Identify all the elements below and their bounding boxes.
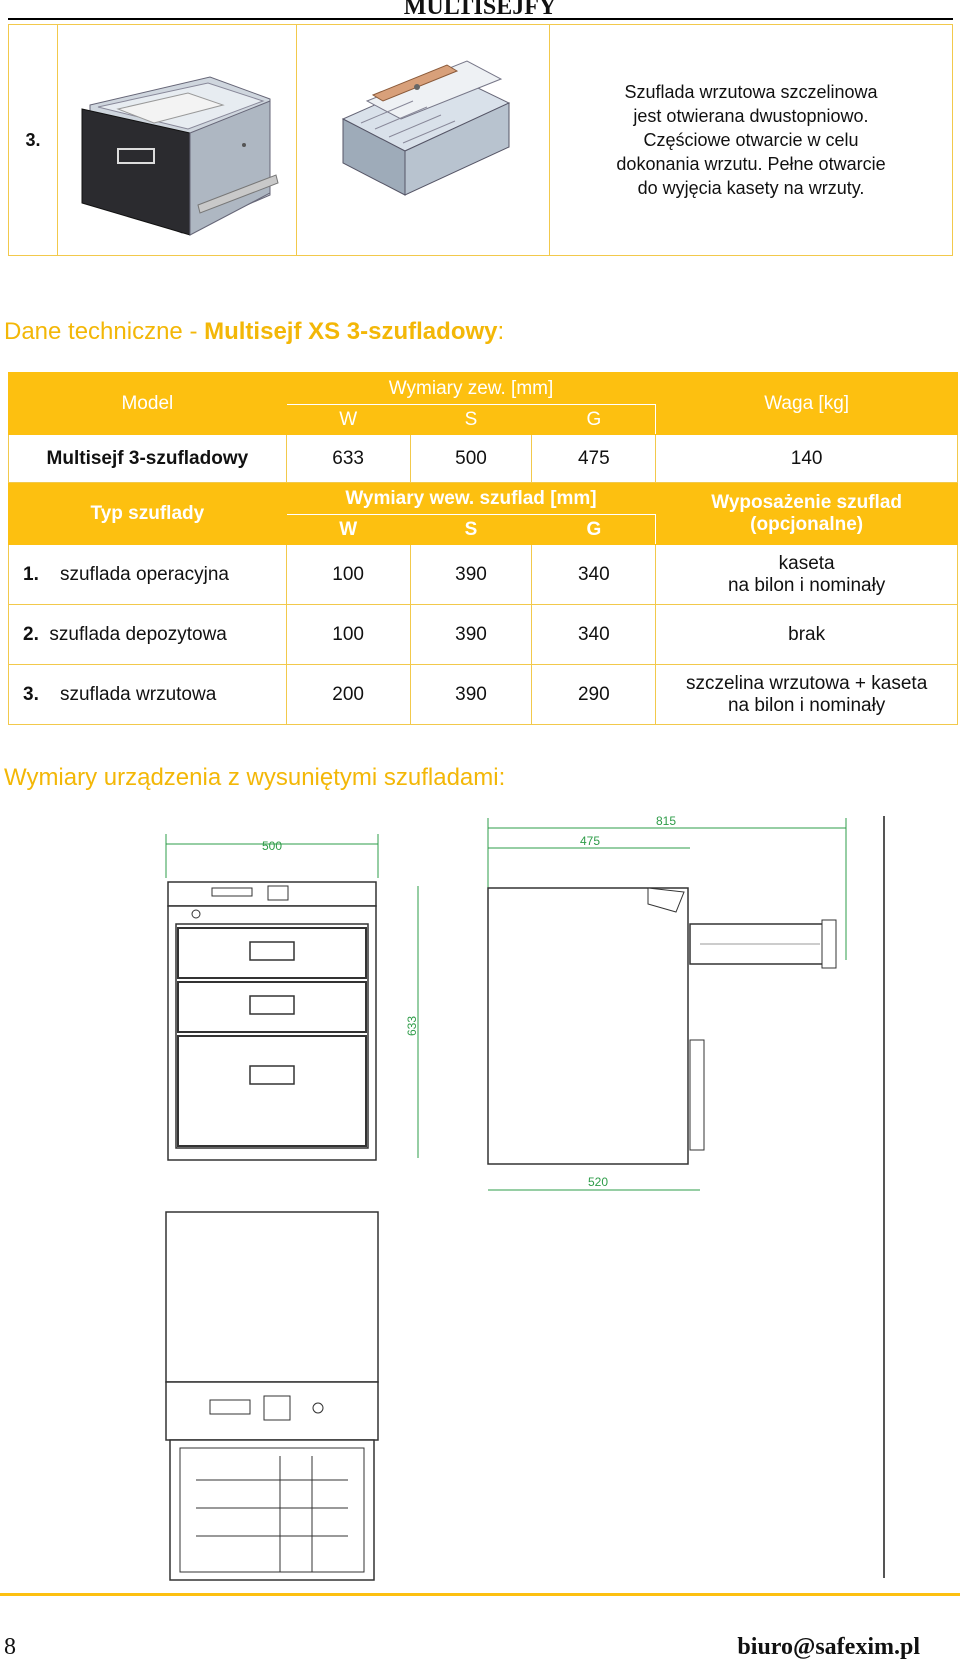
col-header-inner-dims: Wymiary wew. szuflad [mm] bbox=[286, 483, 656, 515]
side-bottom-dim: 520 bbox=[588, 1175, 609, 1189]
drawings-title: Wymiary urządzenia z wysuniętymi szufladami: bbox=[4, 764, 506, 791]
table-row bbox=[9, 605, 958, 665]
description-line: Szuflada wrzutowa szczelinowa bbox=[624, 82, 878, 102]
tech-data-title bbox=[4, 318, 504, 346]
equipment-line: brak bbox=[788, 623, 826, 645]
drawer-w: 100 bbox=[286, 605, 410, 665]
model-name: Multisejf 3-szufladowy bbox=[9, 435, 287, 483]
table-row bbox=[9, 545, 958, 605]
drawer-number: 3. bbox=[23, 683, 39, 705]
side-total-dim: 815 bbox=[656, 814, 677, 828]
description-line: dokonania wrzutu. Pełne otwarcie bbox=[616, 154, 886, 174]
drawer-g: 340 bbox=[532, 545, 656, 605]
side-view-drawing bbox=[488, 814, 846, 1190]
drawer-equipment bbox=[656, 605, 958, 665]
drawer-s: 390 bbox=[410, 665, 532, 725]
drawer-type-cell bbox=[9, 665, 287, 725]
footer-rule bbox=[0, 1593, 960, 1596]
drawer-photo-cell bbox=[58, 25, 297, 256]
col-header-outer-dims: Wymiary zew. [mm] bbox=[286, 373, 656, 405]
col-header-inner-s: S bbox=[410, 515, 532, 545]
drawer-s: 390 bbox=[410, 605, 532, 665]
drawer-s: 390 bbox=[410, 545, 532, 605]
col-header-w: W bbox=[286, 405, 410, 435]
drawer-equipment bbox=[656, 665, 958, 725]
drawer-type-cell bbox=[9, 545, 287, 605]
tech-title-model: Multisejf XS 3-szufladowy bbox=[204, 318, 498, 345]
cassette-photo-cell bbox=[297, 25, 550, 256]
tech-title-suffix: : bbox=[497, 318, 505, 345]
description-line: jest otwierana dwustopniowo. bbox=[633, 106, 869, 126]
drawer-name: szuflada operacyjna bbox=[59, 563, 229, 585]
drawer-name: szuflada depozytowa bbox=[49, 623, 227, 645]
footer-email: biuro@safexim.pl bbox=[737, 1634, 920, 1660]
side-depth-dim: 475 bbox=[580, 834, 601, 848]
col-header-weight: Waga [kg] bbox=[656, 373, 958, 435]
top-view-drawing bbox=[166, 1212, 378, 1580]
model-g: 475 bbox=[532, 435, 656, 483]
equipment-header-line: (opcjonalne) bbox=[750, 513, 864, 535]
col-header-drawer-type: Typ szuflady bbox=[9, 483, 287, 545]
drawer-type-cell bbox=[9, 605, 287, 665]
drawer-g: 340 bbox=[532, 605, 656, 665]
equipment-line: na bilon i nominały bbox=[727, 574, 886, 596]
col-header-equipment bbox=[656, 483, 958, 545]
equipment-line: na bilon i nominały bbox=[727, 694, 886, 716]
drawer-g: 290 bbox=[532, 665, 656, 725]
front-width-dim: 500 bbox=[262, 839, 283, 853]
col-header-model: Model bbox=[9, 373, 287, 435]
equipment-line: szczelina wrzutowa + kaseta bbox=[685, 672, 928, 694]
table-row bbox=[9, 665, 958, 725]
drawer-w: 200 bbox=[286, 665, 410, 725]
spec-table bbox=[8, 372, 958, 725]
tech-title-prefix: Dane techniczne - bbox=[4, 318, 205, 345]
col-header-inner-w: W bbox=[286, 515, 410, 545]
col-header-s: S bbox=[410, 405, 532, 435]
header-rule bbox=[8, 18, 953, 20]
model-weight: 140 bbox=[656, 435, 958, 483]
description-line: Częściowe otwarcie w celu bbox=[643, 130, 859, 150]
description-line: do wyjęcia kasety na wrzuty. bbox=[637, 178, 865, 198]
model-w: 633 bbox=[286, 435, 410, 483]
page-header-title: MULTISEJFY bbox=[403, 0, 557, 20]
drawer-number: 1. bbox=[23, 563, 39, 585]
front-view-drawing bbox=[166, 834, 419, 1160]
drawer-feature-table bbox=[8, 24, 953, 256]
technical-drawings bbox=[0, 800, 960, 1590]
col-header-inner-g: G bbox=[532, 515, 656, 545]
col-header-g: G bbox=[532, 405, 656, 435]
drawer-equipment bbox=[656, 545, 958, 605]
equipment-header-line: Wyposażenie szuflad bbox=[711, 491, 903, 513]
page-number: 8 bbox=[4, 1634, 16, 1660]
drawer-w: 100 bbox=[286, 545, 410, 605]
front-height-dim: 633 bbox=[405, 1015, 419, 1036]
equipment-line: kaseta bbox=[778, 552, 835, 574]
drawer-description bbox=[550, 25, 953, 256]
model-s: 500 bbox=[410, 435, 532, 483]
drawer-name: szuflada wrzutowa bbox=[59, 683, 217, 705]
cassette-photo-image bbox=[297, 25, 549, 250]
drawer-number: 2. bbox=[23, 623, 39, 645]
drawer-photo-image bbox=[58, 25, 296, 250]
row-number: 3. bbox=[9, 25, 58, 256]
